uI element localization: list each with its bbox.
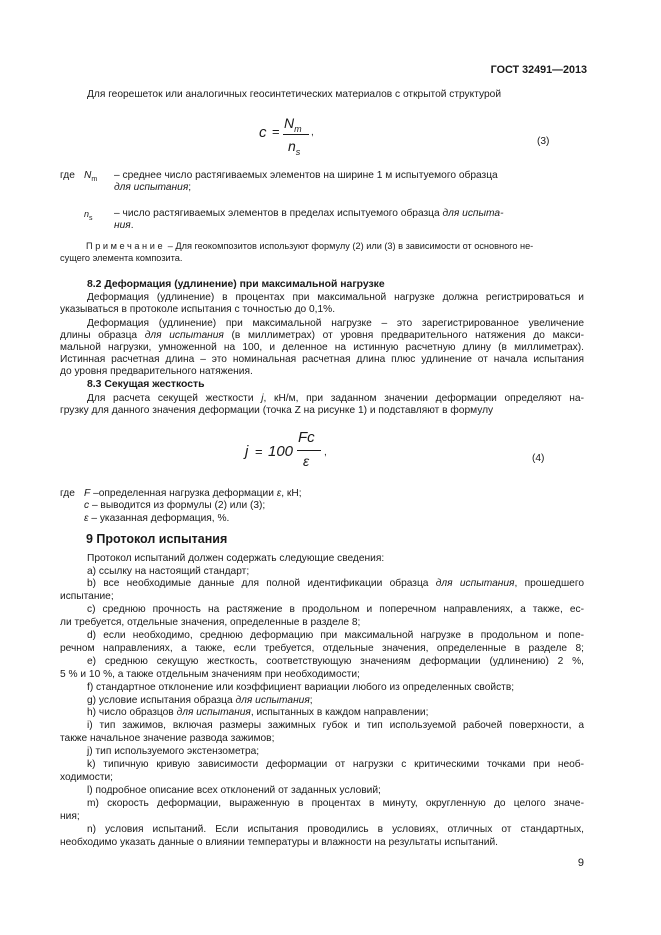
s9-item-g: g) условие испытания образца для испытания;: [87, 695, 313, 706]
formula3-lhs: c: [259, 124, 267, 141]
legend4-line-1: F –определенная нагрузка деформации ε, кН;: [84, 488, 302, 499]
legend4-line-2: c – выводится из формулы (2) или (3);: [84, 500, 266, 511]
s9-item-m2: ния;: [60, 811, 80, 822]
note-label: Примечание: [86, 241, 166, 251]
s9-item-k2: ходимости;: [60, 772, 114, 783]
s9-item-h: h) число образцов для испытания, испытанных в каждом направлении;: [87, 707, 429, 718]
s82-p2-l3: мальной нагрузки, умноженной на 100, и деленное на истинную расчетную длину (в миллиметрах).: [60, 342, 584, 353]
s82-p1-l1: Деформация (удлинение) в процентах при максимальной нагрузке должна регистрироваться и: [87, 292, 584, 303]
s9-item-e1: е) среднюю секущую жесткость, соответствующую значениям деформации (удлинению) 2 %,: [87, 656, 584, 667]
s9-item-b1: b) все необходимые данные для полной идентификации образца для испытания, прошедшего: [87, 578, 584, 589]
formula3-comma: ,: [311, 127, 314, 138]
formula3-eq: =: [272, 124, 280, 139]
formula4-fraction-line: [297, 450, 321, 451]
note-text-2: сущего элемента композита.: [60, 253, 183, 263]
s9-item-a: а) ссылку на настоящий стандарт;: [87, 566, 250, 577]
s9-item-i2: также начальное значение развода зажимов;: [60, 733, 275, 744]
legend3-dash-2: –: [114, 208, 120, 219]
legend4-line-3: ε – указанная деформация, %.: [84, 513, 230, 524]
formula3-den-base: n: [288, 138, 296, 154]
formula4-numerator: Fc: [298, 429, 315, 446]
legend3-italic-2b: ния: [114, 220, 131, 232]
section-9-title: 9 Протокол испытания: [86, 532, 228, 546]
legend3-sym-1: $N_m$: [84, 170, 98, 184]
s9-item-e2: 5 % и 10 %, а также отдельным значениям при необходимости;: [60, 669, 360, 680]
s9-item-d2: речном направлениях, а также, если требуется, отдельные значения, определенные в разделе 8;: [60, 643, 584, 654]
note: [86, 241, 584, 252]
formula3-den-sub: s: [295, 146, 301, 157]
s9-item-i1: i) тип зажимов, включая размеры зажимных губок и тип используемой рабочей поверхности, а: [87, 720, 584, 731]
formula4-lhs: j: [245, 443, 249, 460]
s82-p2-l2: длины образца для испытания (в миллиметрах) от уровня предварительного натяжения до макси-: [60, 330, 584, 341]
formula3-fraction-line: [283, 134, 309, 135]
legend3-where: где: [60, 170, 75, 181]
intro-text: Для георешеток или аналогичных геосинтетических материалов с открытой структурой: [87, 89, 502, 100]
s9-item-n1: n) условия испытаний. Если испытания проводились в условиях, отличных от стандартных,: [87, 824, 584, 835]
s82-p2-l5: до уровня предварительного натяжения.: [60, 366, 253, 377]
note-text: – Для геокомпозитов используют формулу (2) или (3) в зависимости от основного не-: [167, 241, 534, 251]
formula4-eq: =: [255, 444, 263, 459]
s9-item-c1: c) среднюю прочность на растяжение в продольном и поперечном направлениях, а также, ес-: [87, 604, 584, 615]
s82-p2-l4: Истинная расчетная длина – это номинальная расчетная длина плюс удлинение от начала испытания: [60, 354, 584, 365]
legend3-italic-2a: для испыта-: [442, 208, 504, 219]
legend3-item-1: – среднее число растягиваемых элементов на ширине 1 м испытуемого образца для испытания;: [114, 170, 498, 194]
s9-intro: Протокол испытаний должен содержать следующие сведения:: [87, 553, 385, 564]
s9-item-j: j) тип используемого экстензометра;: [87, 746, 260, 757]
document-code: ГОСТ 32491—2013: [490, 64, 587, 76]
legend3-dash-1: –: [114, 170, 120, 181]
formula4-comma: ,: [324, 447, 327, 458]
section-8-3-title: 8.3 Секущая жесткость: [87, 379, 205, 390]
s83-p1-l2: грузку для данного значения деформации (точка Z на рисунке 1) и подставляют в формулу: [60, 405, 494, 416]
s9-item-m1: m) скорость деформации, выраженную в процентах в минуту, округленную до целого значе-: [87, 798, 584, 809]
s9-item-k1: k) типичную кривую зависимости деформации от нагрузки с критическими точками при необ-: [87, 759, 584, 770]
s9-item-c2: ли требуется, отдельные значения, определенные в разделе 8;: [60, 617, 361, 628]
s9-item-l: l) подробное описание всех отклонений от заданных условий;: [87, 785, 381, 796]
s9-item-n2: необходимо указать данные о влиянии температуры и влажности на результаты испытаний.: [60, 837, 498, 848]
formula4-coef: 100: [268, 443, 294, 460]
formula3-denominator: [288, 138, 300, 157]
formula4-denominator: ε: [303, 453, 310, 469]
s82-p2-l1: Деформация (удлинение) при максимальной нагрузке – это зарегистрированное увеличение: [87, 318, 584, 329]
page-number: 9: [577, 857, 584, 869]
s9-item-f: f) стандартное отклонение или коэффициент вариации любого из определенных свойств;: [87, 682, 515, 693]
section-8-2-title: 8.2 Деформация (удлинение) при максимальной нагрузке: [87, 279, 385, 290]
formula3-number: (3): [537, 136, 550, 147]
legend3-italic-1: для испытания: [114, 182, 189, 194]
legend4-where: где: [60, 488, 75, 499]
legend3-text-1: среднее число растягиваемых элементов на ширине 1 м испытуемого образца: [122, 170, 498, 181]
legend3-item-2: – число растягиваемых элементов в пределах испытуемого образца для испыта- ния.: [114, 208, 504, 232]
legend3-text-2: число растягиваемых элементов в пределах испытуемого образца: [122, 208, 440, 219]
formula3-num-base: N: [284, 115, 295, 131]
s9-item-d1: d) если необходимо, среднюю деформацию при максимальной нагрузке в продольном и попе-: [87, 630, 584, 641]
legend3-sym-2: $n_s$: [84, 209, 93, 222]
s83-p1-l1: Для расчета секущей жесткости j, кН/м, при заданном значении деформации определяют на-: [87, 393, 584, 404]
s82-p1-l2: указываться в протоколе испытания с точностью до 0,1%.: [60, 304, 336, 315]
formula4-number: (4): [532, 453, 545, 464]
formula3-num-sub: m: [294, 123, 302, 134]
formula3-numerator: [284, 115, 302, 134]
s9-item-b2: испытание;: [60, 591, 114, 602]
